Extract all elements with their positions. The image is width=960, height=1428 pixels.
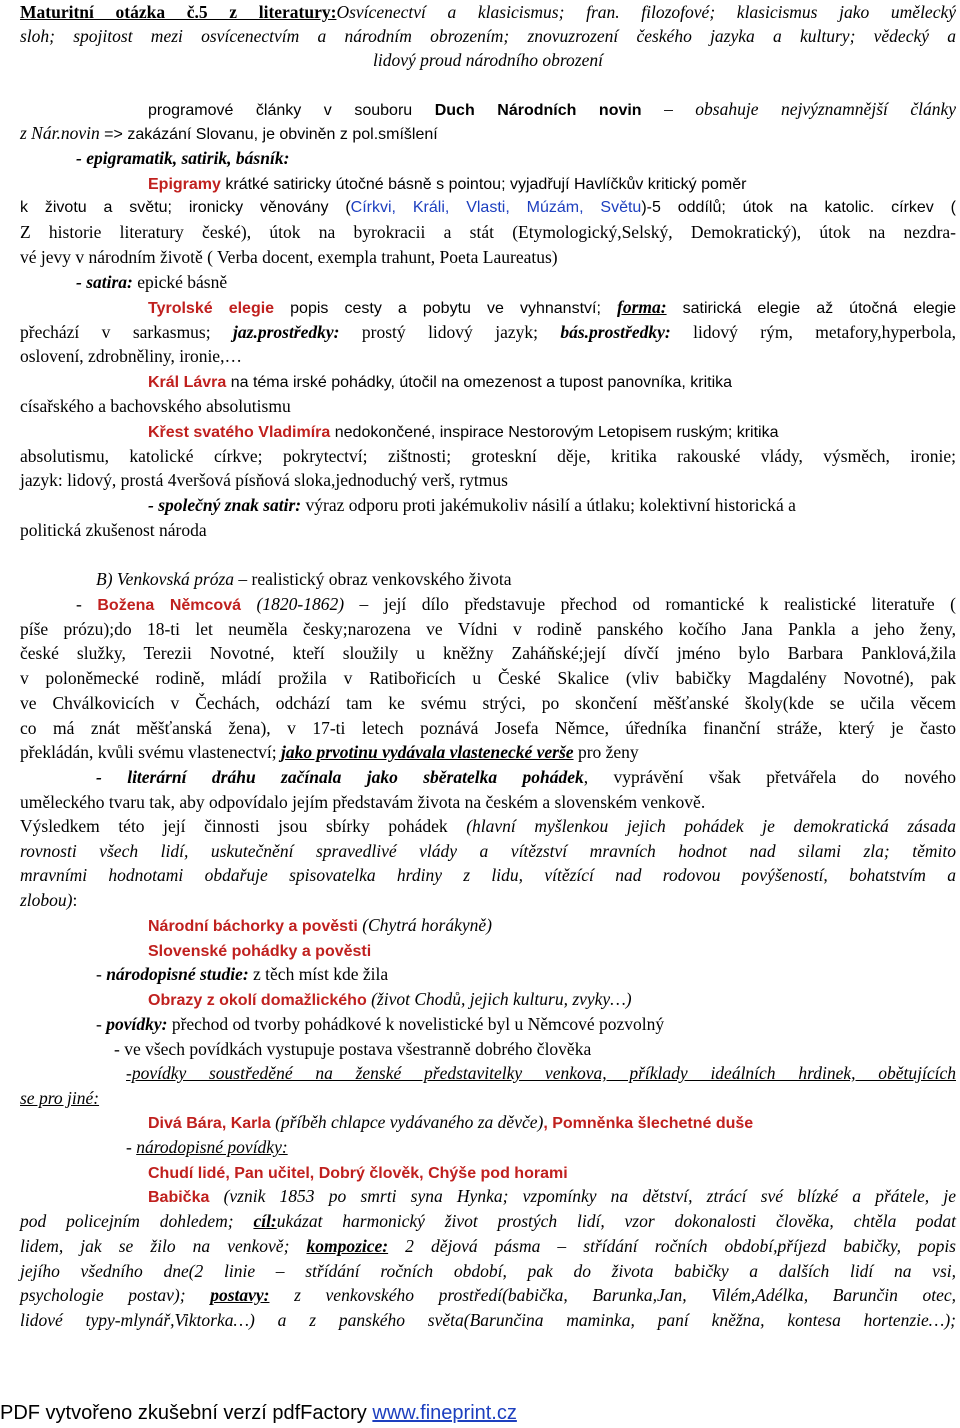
work-tyrolske-elegie: Tyrolské elegie popis cesty a pobytu ve vyhnanství; forma: satirická elegie až útočná elegie	[148, 297, 957, 317]
babicka-line2: pod policejním dohledem; cíl:ukázat harmonický život prostých lidí, vzor dokonalosti člověka, chtěla podat	[20, 1211, 957, 1231]
povidky-line2: - ve všech povídkách vystupuje postava všestranně dobrého člověka	[114, 1039, 592, 1059]
epigramy-line3: Z historie literatury české), útok na byrokracii a stát (Etymologický,Selský, Demokratický), útok na nezdra-	[20, 222, 956, 242]
pohadky-summary-3: mravními hodnotami obdařuje spisovatelka hrdiny z lidu, vítězící nad rodovou povýšeností, bohatstvím a	[20, 865, 956, 885]
pdf-footer: PDF vytvořeno zkušební verzí pdfFactory www.fineprint.cz	[0, 1402, 517, 1424]
kral-lavra-line2: císařského a bachovského absolutismu	[20, 396, 291, 416]
work-kral-lavra: Král Lávra na téma irské pohádky, útočil na omezenost a tupost panovníka, kritika	[148, 374, 733, 391]
pohadky-summary-1: Výsledkem této její činnosti jsou sbírky pohádek (hlavní myšlenkou jejich pohádek je demokratická zásada	[20, 816, 956, 836]
heading-epigramatik: - epigramatik, satirik, básník:	[76, 148, 290, 168]
babicka-line6: lidové typy-mlynář,Viktorka…) a z panského světa(Barunčina maminka, paní kněžna, kontesa hortenzie…);	[20, 1310, 956, 1330]
work-babicka: Babička (vznik 1853 po smrti syna Hynka; vzpomínky na dětství, ztrácí své blízké a přátele, je	[148, 1186, 956, 1206]
tyrolske-line2: přechází v sarkasmus; jaz.prostředky: prostý lidový jazyk; bás.prostředky: lidový rým, metafory,hyperbola,	[20, 322, 957, 342]
nemcova-bio-7: překládán, kvůli svému vlastenectví; jako prvotinu vydávala vlastenecké verše pro ženy	[20, 742, 639, 762]
doc-title-line3: lidový proud národního obrození	[373, 50, 603, 70]
work-slovenske-pohadky: Slovenské pohádky a pověsti	[148, 943, 372, 960]
babicka-line4: jejího všedního dne(2 linie – střídání ročních období, pak do života babičky a dalších lidí na vsi,	[20, 1261, 956, 1281]
epigramy-line4: vé jevy v národním životě ( Verba docent, exempla trahunt, Poeta Laureatus)	[20, 247, 558, 267]
heading-satira: - satira: epické básně	[76, 272, 228, 292]
fineprint-link[interactable]: www.fineprint.cz	[372, 1402, 517, 1424]
work-krest-vladimira: Křest svatého Vladimíra nedokončené, inspirace Nestorovým Letopisem ruským; kritika	[148, 424, 779, 441]
doc-title-line2: sloh; spojitost mezi osvícenectvím a národním obrozením; znovuzrození českého jazyka a kultury; vědecký a	[20, 26, 956, 46]
povidky-line4: se pro jiné:	[20, 1088, 100, 1108]
nemcova-literary-start: - literární dráhu začínala jako sběratelka pohádek, vyprávění však přetvářela do nového	[96, 767, 956, 787]
pohadky-summary-4: zlobou):	[20, 890, 78, 910]
paragraph-programove: programové články v souboru Duch Národních novin – obsahuje nejvýznamnější články	[148, 99, 956, 119]
nemcova-bio-3: české služky, Terezii Novotné, kteří sloužily u kněžny Zaháňské;její dívčí jméno bylo Barbara Panklová,žila	[20, 643, 956, 663]
nemcova-bio-2: píše prózu);do 18-ti let neuměla česky;narozena ve Vídni v rodině panského kočího Jana Pankla a jeho ženy,	[20, 619, 956, 639]
nemcova-bio-5: ve Chválkovicích v Čechách, odchází tam ke svému strýci, po skončení měšťanské školy(kde se učila věcem	[20, 693, 956, 713]
povidky-line3: -povídky soustředěné na ženské představitelky venkova, příklady ideálních hrdinek, obětujících	[126, 1063, 956, 1083]
section-venkovska-proza: B) Venkovská próza – realistický obraz venkovského života	[96, 569, 512, 589]
babicka-line3: lidem, jak se žilo na venkově; kompozice: 2 dějová pásma – střídání ročních období,příjezd babičky, popis	[20, 1236, 956, 1256]
nemcova-bio-1: - Božena Němcová (1820-1862) – její dílo představuje přechod od romantické k realistické literatuře (	[76, 594, 957, 614]
work-obrazy-domazlicke: Obrazy z okolí domažlického (život Chodů, jejich kulturu, zvyky…)	[148, 989, 632, 1009]
satiry-summary: - společný znak satir: výraz odporu proti jakémukoliv násilí a útlaku; kolektivní historická a	[148, 495, 796, 515]
pohadky-summary-2: rovnosti všech lidí, uskutečnění spravedlivé vlády a vítězství mravních hodnot nad silami zla; těmito	[20, 841, 956, 861]
nemcova-literary-2: uměleckého tvaru tak, aby odpovídalo jejím představám života na českém a slovenském venkově.	[20, 792, 706, 812]
nemcova-bio-6: co má znát měšťanská žena), v 17-ti letech poznává Josefa Němce, úředníka finanční stráže, který je často	[20, 718, 956, 738]
work-epigramy: Epigramy krátké satiricky útočné básně s pointou; vyjadřují Havlíčkův kritický poměr	[148, 176, 747, 193]
satiry-summary-2: politická zkušenost národa	[20, 520, 207, 540]
epigramy-line2: k životu a světu; ironicky věnovány (Církvi, Králi, Vlasti, Múzám, Světu)-5 oddílů; útok na katolic. církev (	[20, 199, 956, 216]
work-diva-bara: Divá Bára, Karla (příběh chlapce vydávaného za děvče), Pomněnka šlechetné duše	[148, 1112, 754, 1132]
heading-narodopisne-povidky: - národopisné povídky:	[126, 1137, 288, 1157]
tyrolske-line3: oslovení, zdrobněliny, ironie,…	[20, 346, 242, 366]
babicka-line5: psychologie postav); postavy: z venkovského prostředí(babička, Barunka,Jan, Vilém,Adélka, Barunčin otec,	[20, 1285, 956, 1305]
heading-narodopisne-studie: - národopisné studie: z těch míst kde žila	[96, 964, 389, 984]
doc-title: Maturitní otázka č.5 z literatury:Osvícenectví a klasicismus; fran. filozofové; klasicismus jako umělecký	[20, 2, 957, 22]
paragraph-programove-2: z Nár.novin => zakázání Slovanu, je obviněn z pol.smíšlení	[20, 123, 438, 143]
nemcova-bio-4: v poloněmecké rodině, mládí prožila v Ratibořicích u České Skalice (vliv babičky Magdalény Novotné), pak	[20, 668, 956, 688]
krest-line2: absolutismu, katolické církve; pokrytectví; zištnosti; groteskní děje, kritika rakouské vlády, výsměch, ironie;	[20, 446, 956, 466]
work-chudi-lide: Chudí lidé, Pan učitel, Dobrý člověk, Chýše pod horami	[148, 1165, 568, 1182]
krest-line3: jazyk: lidový, prostá 4veršová písňová sloka,jednoduchý verš, rytmus	[20, 470, 508, 490]
heading-povidky: - povídky: přechod od tvorby pohádkové k novelistické byl u Němcové pozvolný	[96, 1014, 665, 1034]
work-narodni-bachorky: Národní báchorky a pověsti (Chytrá horákyně)	[148, 915, 492, 935]
